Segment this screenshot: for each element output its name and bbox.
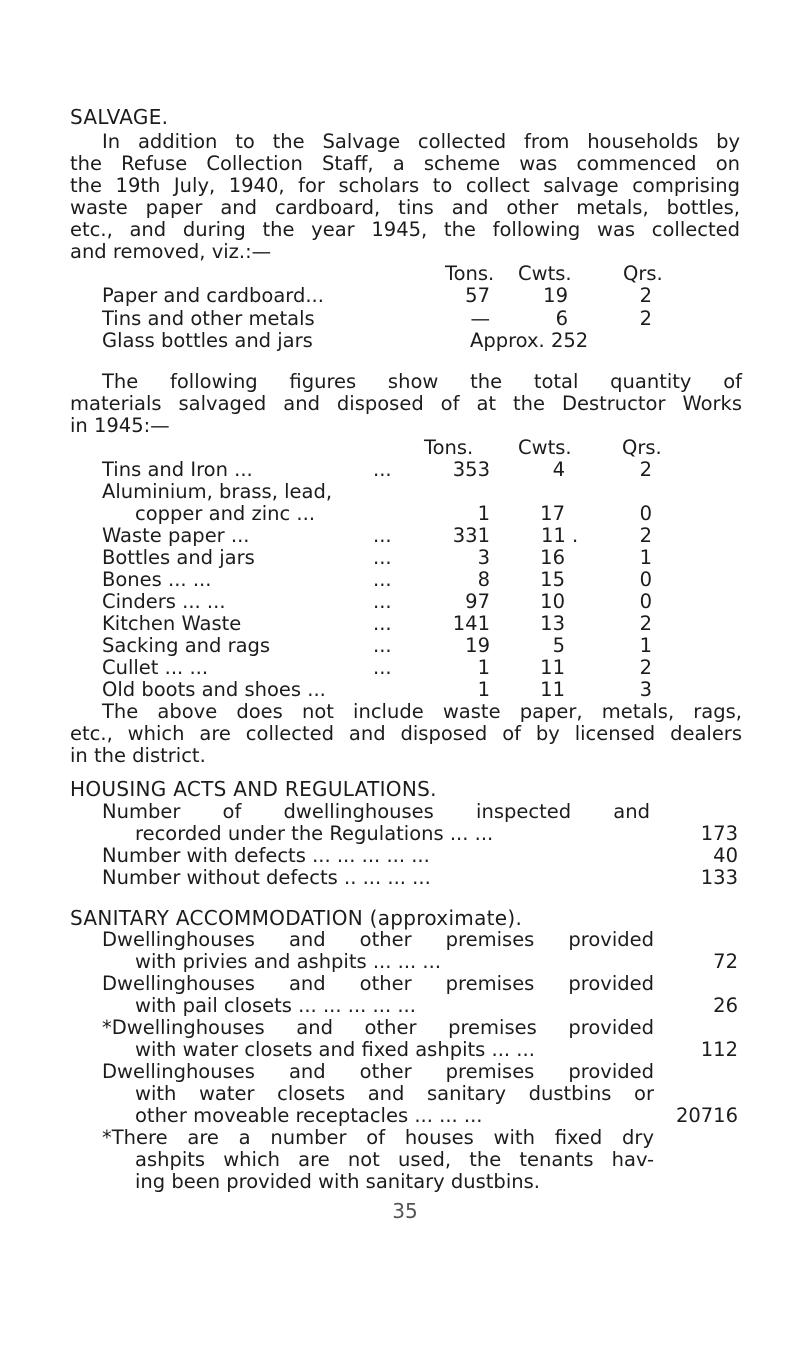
materials-row-label: Kitchen Waste [102, 612, 242, 635]
footnote-line1: *There are a number of houses with fixed dry [102, 1126, 654, 1149]
para2-line: materials salvaged and disposed of at the Destructor Works [70, 392, 742, 415]
materials-row-dots: ... [373, 590, 392, 613]
table2-header-qrs: Qrs. [622, 436, 662, 459]
materials-row-tons: 3 [477, 546, 490, 569]
materials-row-tons: 1 [477, 678, 490, 701]
sanitary-item-line1: Dwellinghouses and other premises provided [102, 928, 654, 951]
table1-row-qrs: 2 [639, 284, 652, 307]
sanitary-item-line1: *Dwellinghouses and other premises provided [102, 1016, 654, 1039]
table1-header-tons: Tons. [445, 262, 495, 285]
materials-row-qrs: 0 [639, 502, 652, 525]
table1-header-qrs: Qrs. [623, 262, 663, 285]
materials-row-label: Tins and Iron ... [102, 458, 253, 481]
materials-row-tons: 97 [465, 590, 490, 613]
materials-row-label: Old boots and shoes ... [102, 678, 326, 701]
materials-row-cwts: 17 [540, 502, 565, 525]
sanitary-item-line2: with pail closets ... ... ... ... ... [135, 994, 416, 1017]
sanitary-item-line1: Dwellinghouses and other premises provided [102, 972, 654, 995]
materials-row-cwts: 13 [540, 612, 565, 635]
sanitary-item-line2: with privies and ashpits ... ... ... [135, 950, 442, 973]
para3-line: The above does not include waste paper, metals, rags, [102, 700, 742, 723]
materials-row-dots: ... [373, 612, 392, 635]
table1-row-label: Tins and other metals [102, 307, 315, 330]
materials-row-tons: 19 [465, 634, 490, 657]
housing-item3-label: Number without defects .. ... ... ... [102, 866, 431, 889]
table2-header-tons: Tons. [424, 436, 474, 459]
materials-row-tons: 141 [452, 612, 490, 635]
footnote-line2: ashpits which are not used, the tenants hav- [135, 1148, 654, 1171]
materials-row-dots: ... [373, 546, 392, 569]
table1-row-cwts: 6 [555, 307, 568, 330]
page-number: 35 [392, 1199, 418, 1223]
materials-row-qrs: 1 [639, 634, 652, 657]
housing-item2-label: Number with defects ... ... ... ... ... [102, 844, 430, 867]
materials-row-cwts: 10 [540, 590, 565, 613]
sanitary-item4-value: 20716 [675, 1104, 738, 1127]
sanitary-item-value: 26 [713, 994, 738, 1017]
intro-line: and removed, viz.:— [70, 240, 272, 263]
sanitary-item-value: 112 [700, 1038, 738, 1061]
materials-row-dots: ... [373, 458, 392, 481]
sanitary-item-line2: with water closets and fixed ashpits ... ... [135, 1038, 535, 1061]
materials-row-qrs: 1 [639, 546, 652, 569]
materials-row-cwts: 5 [552, 634, 565, 657]
housing-item1-line1: Number of dwellinghouses inspected and [102, 800, 650, 823]
materials-row-label: Bones ... ... [102, 568, 212, 591]
materials-row-cwts: 16 [540, 546, 565, 569]
para2-line: The following figures show the total quantity of [102, 370, 742, 393]
housing-heading: HOUSING ACTS AND REGULATIONS. [70, 777, 437, 801]
intro-line: the 19th July, 1940, for scholars to collect salvage comprising [70, 174, 740, 197]
materials-row-label: Sacking and rags [102, 634, 271, 657]
materials-row-label: copper and zinc ... [135, 502, 316, 525]
housing-item3-value: 133 [700, 866, 738, 889]
materials-row-qrs: 2 [639, 524, 652, 547]
materials-row-cwts: 15 [540, 568, 565, 591]
salvage-note-paragraph [70, 701, 742, 767]
housing-item2-value: 40 [713, 844, 738, 867]
materials-row-label: Cinders ... ... [102, 590, 226, 613]
materials-row-tons: 1 [477, 656, 490, 679]
footnote-line3: ing been provided with sanitary dustbins. [135, 1170, 540, 1193]
table1-row-qrs: 2 [639, 307, 652, 330]
materials-row-label: Aluminium, brass, lead, [102, 480, 333, 503]
para3-line: in the district. [70, 744, 206, 767]
intro-line: waste paper and cardboard, tins and other metals, bottles, [70, 196, 740, 219]
table1-row-label: Paper and cardboard... [102, 284, 324, 307]
materials-row-qrs: 0 [639, 568, 652, 591]
materials-row-label: Bottles and jars [102, 546, 255, 569]
glass-row-label: Glass bottles and jars [102, 329, 313, 352]
materials-row-qrs: 3 [639, 678, 652, 701]
glass-row-value: Approx. 252 [470, 329, 589, 352]
sanitary-heading: SANITARY ACCOMMODATION (approximate). [70, 906, 523, 930]
para3-line: etc., which are collected and disposed of by licensed dealers [70, 722, 742, 745]
intro-line: etc., and during the year 1945, the following was collected [70, 218, 740, 241]
intro-line: In addition to the Salvage collected from households by [102, 130, 740, 153]
salvage-intro-paragraph [70, 131, 740, 263]
materials-row-dots: ... [373, 524, 392, 547]
materials-row-qrs: 2 [639, 612, 652, 635]
materials-row-dots: ... [373, 656, 392, 679]
salvage-heading: SALVAGE. [70, 105, 169, 129]
salvage-destructor-paragraph [70, 371, 742, 437]
table1-header-cwts: Cwts. [518, 262, 572, 285]
para2-line: in 1945:— [70, 414, 170, 437]
sanitary-item4-line2: with water closets and sanitary dustbins or [135, 1082, 654, 1105]
sanitary-item4-line1: Dwellinghouses and other premises provided [102, 1060, 654, 1083]
materials-row-qrs: 2 [639, 458, 652, 481]
materials-row-tons: 8 [477, 568, 490, 591]
table1-row-cwts: 19 [543, 284, 568, 307]
materials-row-dots: ... [373, 568, 392, 591]
materials-row-cwts: 11 [540, 656, 565, 679]
materials-row-cwts: 11 . [541, 524, 579, 547]
table1-row-tons: 57 [465, 284, 490, 307]
table1-row-tons: — [470, 307, 490, 330]
materials-row-label: Waste paper ... [102, 524, 250, 547]
materials-row-qrs: 2 [639, 656, 652, 679]
materials-row-tons: 353 [452, 458, 490, 481]
materials-row-qrs: 0 [639, 590, 652, 613]
materials-row-cwts: 11 [540, 678, 565, 701]
sanitary-item4-line3: other moveable receptacles ... ... ... [135, 1104, 483, 1127]
materials-row-dots: ... [373, 634, 392, 657]
materials-row-cwts: 4 [552, 458, 565, 481]
housing-item1-line2: recorded under the Regulations ... ... [135, 822, 494, 845]
materials-row-tons: 1 [477, 502, 490, 525]
table2-header-cwts: Cwts. [518, 436, 572, 459]
materials-row-label: Cullet ... ... [102, 656, 209, 679]
sanitary-item-value: 72 [713, 950, 738, 973]
intro-line: the Refuse Collection Staff, a scheme was commenced on [70, 152, 740, 175]
materials-row-tons: 331 [452, 524, 490, 547]
housing-item1-value: 173 [700, 822, 738, 845]
